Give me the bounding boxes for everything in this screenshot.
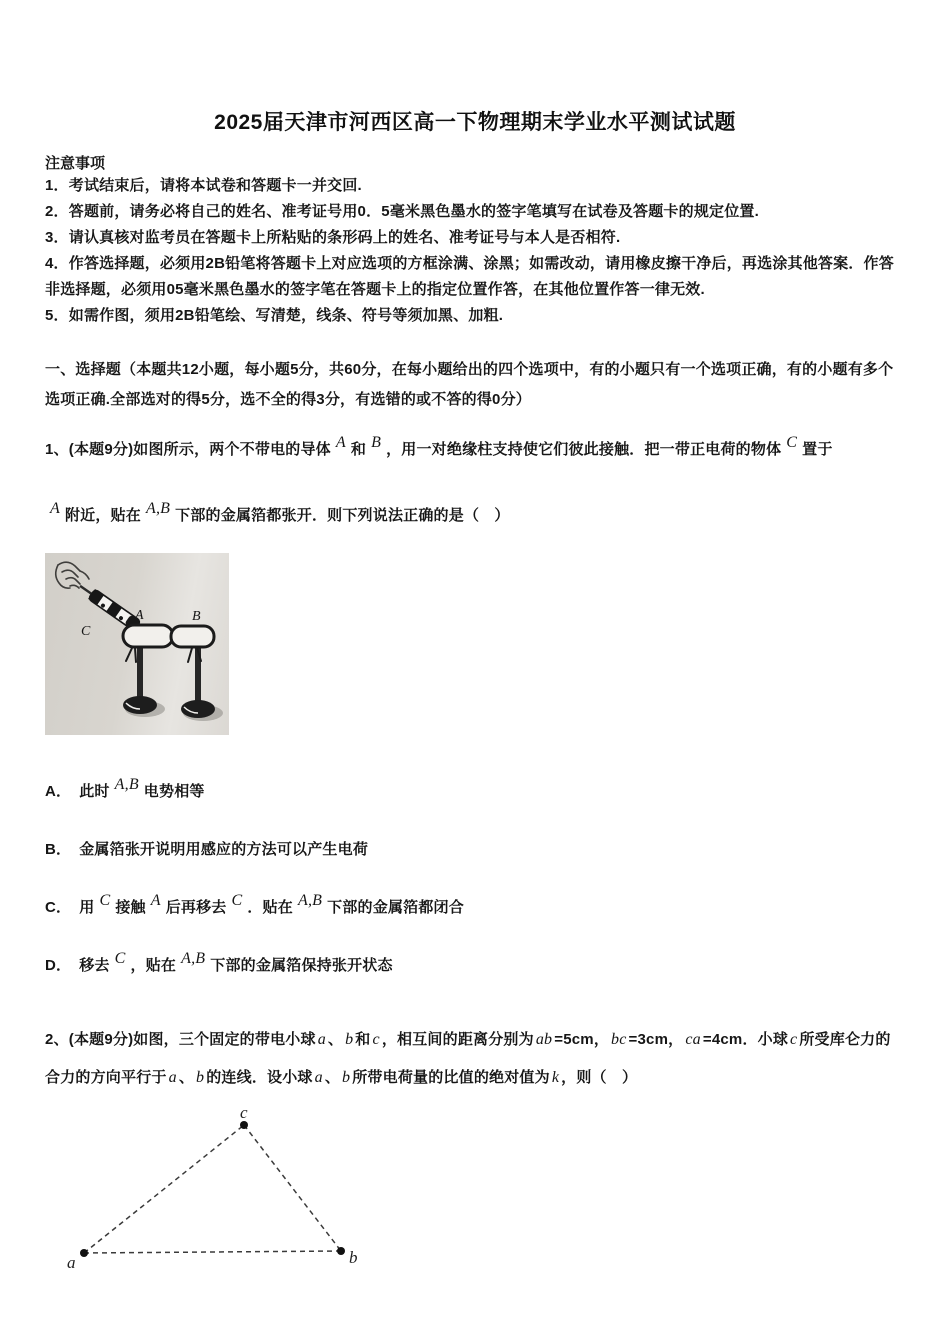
option-row-d [45, 943, 905, 977]
page-title: 2025届天津市河西区高一下物理期末学业水平测试试题 [214, 111, 736, 134]
option-text: 用 C 接触 A 后再移去 C ．贴在 A,B 下部的金属箔都闭合 [79, 892, 464, 916]
figure1-label-a: A [135, 608, 144, 623]
notice-item: 2．答题前，请务必将自己的姓名、准考证号用0．5毫米黑色墨水的签字笔填写在试卷及答题卡的规定位置. [45, 203, 759, 220]
question-2-text: 2、(本题9分)如图，三个固定的带电小球 a 、 b 和 c ，相互间的距离分别为 ab =5cm， bc =3cm， ca =4cm．小球 c 所受库仑力的合力的方向平行于 a 、 b 的连线．设小球 a 、 b 所带电荷量的比值的绝对值为 k ，则（ ） [45, 1031, 891, 1086]
question-1-text-line-2: A 附近，贴在 A,B 下部的金属箔都张开．则下列说法正确的是（ ） [50, 500, 510, 524]
figure1-label-c: C [81, 624, 91, 639]
section-1-heading: 一、选择题（本题共12小题，每小题5分，共60分，在每小题给出的四个选项中，有的小题只有一个选项正确，有的小题有多个选项正确.全部选对的得5分，选不全的得3分，有选错的或不答的得0分） [45, 361, 894, 408]
notice-heading: 注意事项 [45, 155, 106, 172]
notice-item: 5．如需作图，须用2B铅笔绘、写清楚，线条、符号等须加黑、加粗. [45, 307, 504, 324]
notice-list [45, 173, 905, 329]
point-b [337, 1247, 345, 1255]
option-label: D． [45, 957, 72, 974]
figure1-label-b: B [192, 609, 201, 624]
notice-item: 4．作答选择题，必须用2B铅笔将答题卡上对应选项的方框涂满、涂黑；如需改动，请用橡皮擦干净后，再选涂其他答案．作答非选择题，必须用05毫米黑色墨水的签字笔在答题卡上的指定位置作答，在其他位置作答一律无效. [45, 255, 894, 298]
option-text: 移去 C ，贴在 A,B 下部的金属箔保持张开状态 [79, 950, 393, 974]
notice-item: 3．请认真核对监考员在答题卡上所粘贴的条形码上的姓名、准考证号与本人是否相符. [45, 229, 621, 246]
question-1-options [45, 769, 905, 977]
figure-2-illustration [57, 1107, 402, 1283]
conductor-b [171, 626, 214, 647]
option-text: 金属箔张开说明用感应的方法可以产生电荷 [79, 841, 369, 858]
option-label: C． [45, 899, 72, 916]
option-row-a [45, 769, 905, 803]
point-a [80, 1249, 88, 1257]
figure2-label-b: b [349, 1248, 358, 1267]
option-row-b [45, 827, 905, 861]
notice-item: 1．考试结束后，请将本试卷和答题卡一并交回. [45, 177, 362, 194]
figure-1-illustration [45, 553, 229, 735]
option-label: B． [45, 841, 72, 858]
question-1-text-line-1: 1、(本题9分)如图所示，两个不带电的导体 A 和 B ，用一对绝缘柱支持使它们彼此接触．把一带正电荷的物体 C 置于 [45, 434, 833, 458]
option-text: 此时 A,B 电势相等 [79, 776, 205, 800]
figure-2-triangle [57, 1107, 402, 1283]
figure2-label-c: c [240, 1107, 248, 1122]
insulating-stand [137, 647, 143, 704]
figure2-label-a: a [67, 1253, 76, 1272]
triangle-dashed-lines [84, 1125, 341, 1253]
point-c [240, 1121, 248, 1129]
option-row-c [45, 885, 905, 919]
figure-1-electroscope-photo [45, 553, 229, 735]
option-label: A． [45, 783, 72, 800]
hand-icon [56, 562, 89, 588]
conductor-a [123, 625, 173, 647]
